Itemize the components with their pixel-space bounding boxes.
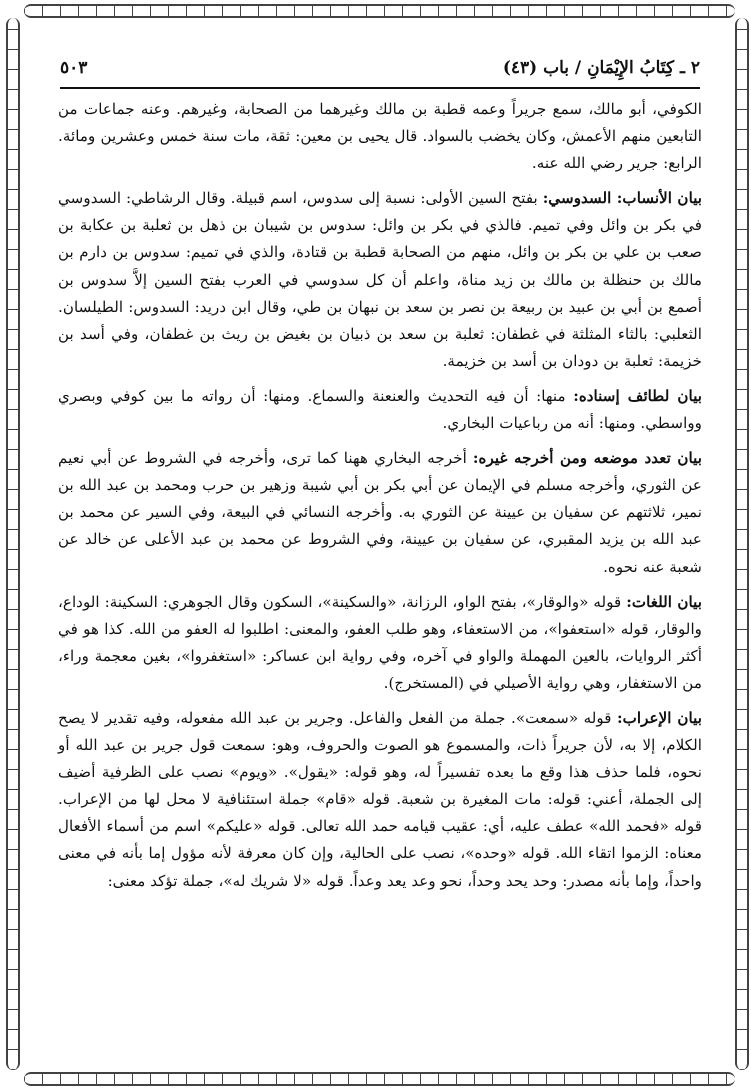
paragraph-heading: بيان لطائف إسناده: bbox=[573, 386, 702, 405]
paragraph-2 bbox=[58, 185, 702, 375]
ornamental-border-left bbox=[6, 18, 20, 1070]
paragraph-heading: بيان تعدد موضعه ومن أخرجه غيره: bbox=[472, 449, 702, 468]
paragraph-heading: بيان الأنساب: السدوسي: bbox=[542, 189, 703, 208]
chapter-title: ٢ ـ كِتَابُ الإِيْمَانِ / باب (٤٣) bbox=[502, 58, 700, 78]
paragraph-5 bbox=[58, 589, 702, 697]
ornamental-border-top bbox=[24, 4, 735, 18]
paragraph-6 bbox=[58, 705, 702, 895]
paragraph-text: قوله «سمعت». جملة من الفعل والفاعل. وجرير بن عبد الله مفعوله، وفيه تقدير لا يصح الكلام، إلا به، لأن جريراً ذات، والمسموع هو الصوت والحروف، وهو: سمعت قول جرير بن عبد الله أو نحوه، فلما حذف هذا وقع ما بعده تفسيراً له، وهو قوله: «يقول». «ويوم» نصب على الظرفية أضيف إلى الجملة، أعني: قوله: مات المغيرة بن شعبة. قوله «قام» جملة استئنافية لا محل لها من الإعراب. قوله «فحمد الله» عطف عليه، أي: عقيب قيامه حمد الله تعالى. قوله «عليكم» اسم من أسماء الأفعال معناه: الزموا اتقاء الله. قوله «وحده»، نصب على الحالية، وإن كان معرفة لأنه مؤول إما بأنه في معنى واحداً، وإما بأنه مصدر: وحد يحد وحداً، نحو وعد يعد وعداً. قوله «لا شريك له»، جملة تؤكد معنى: bbox=[58, 708, 702, 890]
paragraph-heading: بيان اللغات: bbox=[626, 592, 702, 611]
main-text bbox=[58, 96, 702, 1062]
paragraph-1 bbox=[58, 96, 702, 177]
paragraph-text: منها: أن فيه التحديث والعنعنة والسماع. ومنها: أن رواته ما بين كوفي وبصري وواسطي. ومنها: أنه من رباعيات البخاري. bbox=[58, 386, 702, 433]
paragraph-text: قوله «والوقار»، بفتح الواو، الرزانة، «والسكينة»، السكون وقال الجوهري: السكينة: الوداع، والوقار، قوله «استعفوا»، من الاستعفاء، وهو طلب العفو، والمعنى: اطلبوا له العفو من الله. كذا هو في أكثر الروايات، بالعين المهملة والواو في آخره، وفي رواية ابن عساكر: «استغفروا»، بغين معجمة وراء، من الاستغفار، وهي رواية الأصيلي في (المستخرج). bbox=[58, 592, 702, 692]
paragraph-4 bbox=[58, 445, 702, 580]
paragraph-3 bbox=[58, 383, 702, 437]
paragraph-text: بفتح السين الأولى: نسبة إلى سدوس، اسم قبيلة. وقال الرشاطي: السدوسي في بكر بن وائل وفي تميم. فالذي في بكر بن وائل: سدوس بن شيبان بن ذهل بن ثعلبة بن عكابة بن صعب بن علي بن بكر بن وائل، منهم من الصحابة قطبة بن قتادة، والذي في تميم: سدوس بن دارم بن مالك بن حنظلة بن مالك بن زيد مناة، واعلم أن كل سدوسي في العرب بفتح السين إلاَّ سدوس بن أصمع بن أبي بن عبيد بن ربيعة بن نصر بن سعد بن نبهان بن طي، وقال ابن دريد: السدوس: الطيلسان. الثعلبي: بالثاء المثلثة في غطفان: ثعلبة بن سعد بن ذبيان بن بغيض بن ريث بن غطفان، وفي أسد بن خزيمة: ثعلبة بن دودان بن أسد بن خزيمة. bbox=[58, 189, 702, 370]
ornamental-border-bottom bbox=[24, 1072, 735, 1086]
paragraph-text: الكوفي، أبو مالك، سمع جريراً وعمه قطبة بن مالك وغيرهما من الصحابة، وغيرهم. وعنه جماعات من التابعين منهم الأعمش، وكان يخضب بالسواد. قال يحيى بن معين: ثقة، مات سنة خمس وعشرين ومائة. الرابع: جرير رضي الله عنه. bbox=[58, 100, 702, 173]
running-header bbox=[60, 58, 700, 88]
page-number: ٥٠٣ bbox=[60, 58, 88, 78]
paragraph-heading: بيان الإعراب: bbox=[617, 708, 702, 727]
paragraph-text: أخرجه البخاري ههنا كما ترى، وأخرجه في الشروط عن أبي نعيم عن الثوري، وأخرجه مسلم في الإيمان عن أبي بكر بن أبي شيبة وزهير بن حرب ومحمد بن عبد الله بن نمير، ثلاثتهم عن سفيان بن عيينة عن الثوري به. وأخرجه النسائي في البيعة، وفي السير عن محمد بن عبد الله بن يزيد المقبري، عن سفيان بن عيينة، وفي الشروط عن محمد بن عبد الأعلى عن خالد عن شعبة عنه نحوه. bbox=[58, 449, 702, 576]
ornamental-border-right bbox=[735, 18, 749, 1070]
header-divider bbox=[60, 87, 700, 89]
